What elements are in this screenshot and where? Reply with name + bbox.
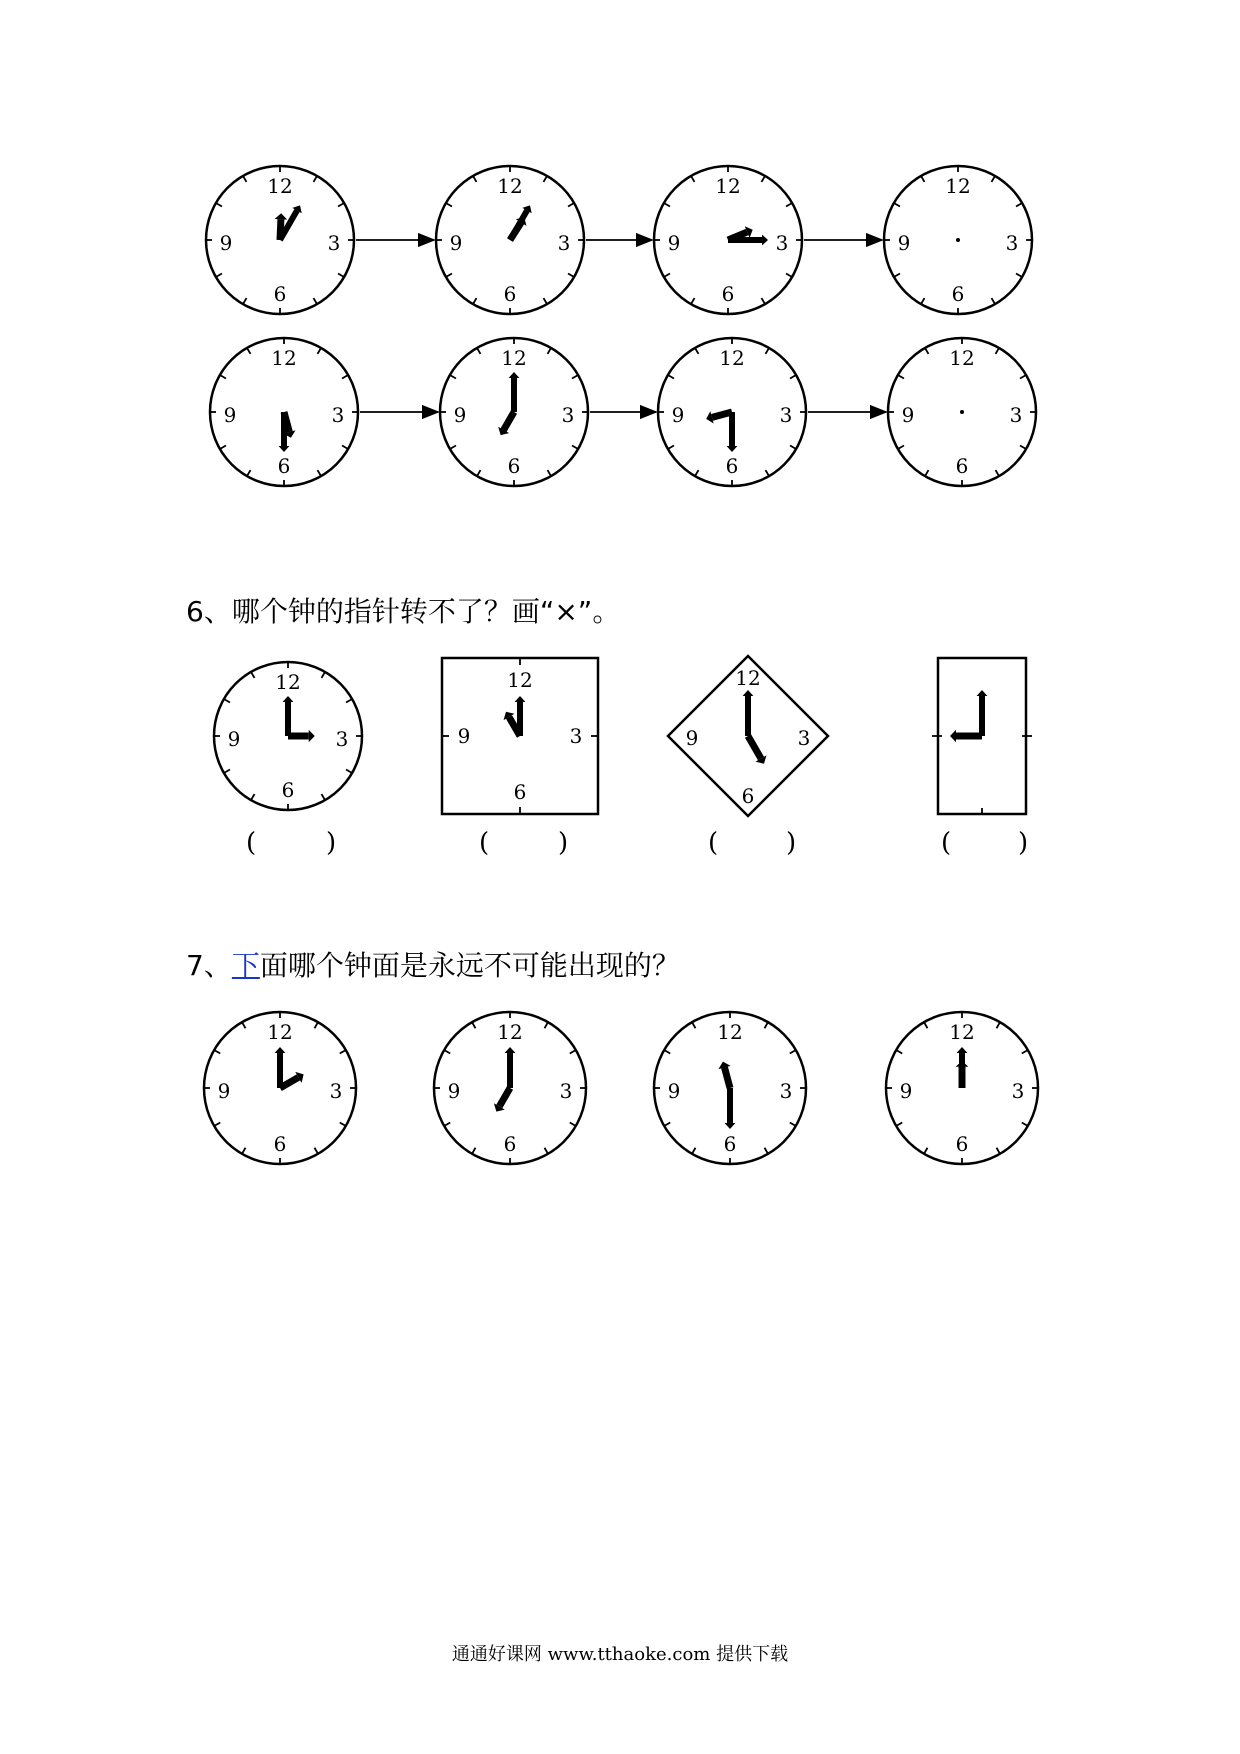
footer-credit: 通通好课网 www.tthaoke.com 提供下载 — [451, 1644, 789, 1665]
question-6-number: 6 — [186, 595, 204, 628]
tick-mark — [898, 446, 904, 450]
tick-mark — [242, 1148, 246, 1154]
numeral-n9: 9 — [219, 231, 233, 255]
tick-mark — [473, 298, 477, 304]
answer-paren-open-3: ( — [708, 828, 719, 858]
numeral-n12: 12 — [949, 1020, 975, 1044]
tick-mark — [1022, 1050, 1028, 1054]
tick-mark — [247, 348, 251, 354]
sequence-row-1-clock-1 — [206, 166, 354, 314]
tick-mark — [572, 375, 578, 379]
numeral-n6: 6 — [281, 778, 295, 802]
numeral-n12: 12 — [945, 174, 971, 198]
numeral-n3: 3 — [327, 231, 341, 255]
numeral-n9: 9 — [667, 231, 681, 255]
center-dot — [960, 410, 964, 414]
hour-hand — [499, 1088, 510, 1106]
answer-paren-open-2: ( — [479, 828, 490, 858]
tick-mark — [925, 348, 929, 354]
numeral-n3: 3 — [779, 403, 793, 427]
minute-hand-tip — [762, 235, 768, 246]
hour-hand — [748, 736, 761, 759]
tick-mark — [220, 446, 226, 450]
numeral-n6: 6 — [725, 454, 739, 478]
numeral-n9: 9 — [901, 403, 915, 427]
minute-hand-tip — [977, 690, 988, 696]
minute-hand-tip — [743, 690, 754, 696]
tick-mark — [444, 1050, 450, 1054]
numeral-n6: 6 — [723, 1132, 737, 1156]
numeral-n3: 3 — [1011, 1079, 1025, 1103]
tick-mark — [997, 1022, 1001, 1028]
numeral-n3: 3 — [561, 403, 575, 427]
minute-hand-tip — [727, 446, 738, 452]
tick-mark — [544, 298, 548, 304]
minute-hand-tip — [275, 1047, 286, 1053]
numeral-n12: 12 — [715, 174, 741, 198]
numeral-n9: 9 — [667, 1079, 681, 1103]
numeral-n9: 9 — [671, 403, 685, 427]
numeral-n6: 6 — [955, 454, 969, 478]
numeral-n3: 3 — [775, 231, 789, 255]
numeral-n6: 6 — [741, 784, 755, 808]
tick-mark — [765, 1022, 769, 1028]
tick-mark — [338, 274, 344, 278]
numeral-n12: 12 — [275, 670, 301, 694]
tick-mark — [664, 203, 670, 207]
tick-mark — [446, 203, 452, 207]
tick-mark — [450, 375, 456, 379]
tick-mark — [548, 348, 552, 354]
numeral-n6: 6 — [507, 454, 521, 478]
tick-mark — [315, 1148, 319, 1154]
tick-mark — [896, 1050, 902, 1054]
tick-mark — [340, 1050, 346, 1054]
hour-hand-tip — [950, 730, 956, 743]
answer-paren-close-1: ) — [326, 828, 337, 858]
numeral-n12: 12 — [719, 346, 745, 370]
sequence-row-2-clock-4 — [888, 338, 1036, 486]
numeral-n6: 6 — [273, 1132, 287, 1156]
answer-paren-close-4: ) — [1018, 828, 1029, 858]
tick-mark — [1020, 446, 1026, 450]
tick-mark — [545, 1148, 549, 1154]
impossible-clock-3 — [654, 1012, 806, 1164]
hour-hand-tip — [275, 213, 288, 219]
tick-mark — [214, 1050, 220, 1054]
numeral-n12: 12 — [267, 174, 293, 198]
tick-mark — [925, 470, 929, 476]
question-7-title — [186, 948, 680, 984]
tick-mark — [766, 470, 770, 476]
tick-mark — [1020, 375, 1026, 379]
numeral-n6: 6 — [513, 780, 527, 804]
answer-paren-close-2: ) — [558, 828, 569, 858]
tick-mark — [762, 298, 766, 304]
question-6-title — [186, 594, 620, 630]
tick-mark — [216, 274, 222, 278]
hour-hand — [510, 223, 521, 240]
numeral-n9: 9 — [217, 1079, 231, 1103]
numeral-n9: 9 — [685, 726, 699, 750]
numeral-n6: 6 — [503, 282, 517, 306]
impossible-clock-2 — [434, 1012, 586, 1164]
tick-mark — [691, 176, 695, 182]
tick-mark — [570, 1050, 576, 1054]
tick-mark — [695, 470, 699, 476]
tick-mark — [214, 1123, 220, 1127]
tick-mark — [664, 1123, 670, 1127]
numeral-n6: 6 — [955, 1132, 969, 1156]
question-7-number: 7 — [186, 949, 204, 982]
tick-mark — [568, 274, 574, 278]
minute-hand-tip — [505, 1047, 516, 1053]
tick-mark — [472, 1148, 476, 1154]
question-7-separator: 、 — [203, 949, 232, 982]
tick-mark — [243, 298, 247, 304]
numeral-n3: 3 — [559, 1079, 573, 1103]
numeral-n9: 9 — [457, 724, 471, 748]
tick-mark — [572, 446, 578, 450]
tick-mark — [477, 470, 481, 476]
tick-mark — [896, 1123, 902, 1127]
numeral-n3: 3 — [335, 727, 349, 751]
minute-hand-tip — [283, 696, 294, 702]
hour-hand — [712, 412, 732, 417]
numeral-n3: 3 — [329, 1079, 343, 1103]
tick-mark — [224, 699, 230, 703]
question-7-text: 面哪个钟面是永远不可能出现的？ — [259, 949, 680, 982]
tick-mark — [322, 672, 326, 678]
tick-mark — [473, 176, 477, 182]
stuck-clock-square — [442, 658, 598, 814]
tick-mark — [568, 203, 574, 207]
minute-hand-tip — [509, 372, 520, 378]
numeral-n6: 6 — [273, 282, 287, 306]
tick-mark — [342, 446, 348, 450]
tick-mark — [921, 298, 925, 304]
sequence-row-1-clock-3 — [654, 166, 802, 314]
tick-mark — [340, 1123, 346, 1127]
numeral-n12: 12 — [497, 1020, 523, 1044]
tick-mark — [216, 203, 222, 207]
question-6-separator: 、 — [203, 595, 232, 628]
tick-mark — [898, 375, 904, 379]
minute-hand-tip — [725, 1123, 736, 1129]
tick-mark — [242, 1022, 246, 1028]
tick-mark — [450, 446, 456, 450]
tick-mark — [220, 375, 226, 379]
tick-mark — [247, 470, 251, 476]
tick-mark — [924, 1022, 928, 1028]
numeral-n3: 3 — [331, 403, 345, 427]
numeral-n3: 3 — [1005, 231, 1019, 255]
numeral-n12: 12 — [271, 346, 297, 370]
tick-mark — [996, 348, 1000, 354]
stuck-clock-circle — [214, 662, 362, 810]
tick-mark — [921, 176, 925, 182]
sequence-row-1-clock-2 — [436, 166, 584, 314]
numeral-n3: 3 — [569, 724, 583, 748]
impossible-clock-1 — [204, 1012, 356, 1164]
tick-mark — [765, 1148, 769, 1154]
numeral-n6: 6 — [277, 454, 291, 478]
tick-mark — [790, 446, 796, 450]
hour-hand — [280, 219, 281, 240]
question-7-link[interactable]: 下 — [231, 949, 260, 982]
tick-mark — [318, 470, 322, 476]
tick-mark — [322, 794, 326, 800]
tick-mark — [314, 298, 318, 304]
minute-hand-tip — [515, 696, 526, 702]
tick-mark — [790, 1050, 796, 1054]
tick-mark — [786, 203, 792, 207]
numeral-n9: 9 — [453, 403, 467, 427]
tick-mark — [314, 176, 318, 182]
tick-mark — [762, 176, 766, 182]
tick-mark — [766, 348, 770, 354]
stuck-clock-rectangle — [932, 658, 1032, 814]
numeral-n3: 3 — [1009, 403, 1023, 427]
tick-mark — [251, 672, 255, 678]
tick-mark — [544, 176, 548, 182]
tick-mark — [692, 1148, 696, 1154]
tick-mark — [545, 1022, 549, 1028]
numeral-n9: 9 — [897, 231, 911, 255]
sequence-row-2-clock-1 — [210, 338, 358, 486]
tick-mark — [992, 298, 996, 304]
numeral-n12: 12 — [735, 666, 761, 690]
numeral-n12: 12 — [267, 1020, 293, 1044]
impossible-clock-4 — [886, 1012, 1038, 1164]
tick-mark — [894, 274, 900, 278]
numeral-n6: 6 — [503, 1132, 517, 1156]
tick-mark — [894, 203, 900, 207]
tick-mark — [446, 274, 452, 278]
numeral-n9: 9 — [447, 1079, 461, 1103]
sequence-row-1-clock-4 — [884, 166, 1032, 314]
tick-mark — [346, 770, 352, 774]
tick-mark — [477, 348, 481, 354]
tick-mark — [786, 274, 792, 278]
tick-mark — [346, 699, 352, 703]
tick-mark — [924, 1148, 928, 1154]
tick-mark — [243, 176, 247, 182]
stuck-clock-diamond — [668, 656, 828, 816]
tick-mark — [668, 446, 674, 450]
numeral-n12: 12 — [497, 174, 523, 198]
hour-hand-tip — [309, 730, 315, 743]
answer-paren-open-4: ( — [941, 828, 952, 858]
minute-hand-tip — [957, 1047, 968, 1053]
hour-hand — [724, 1067, 730, 1088]
tick-mark — [692, 1022, 696, 1028]
numeral-n9: 9 — [449, 231, 463, 255]
tick-mark — [992, 176, 996, 182]
center-dot — [956, 238, 960, 242]
hour-hand — [504, 412, 514, 430]
tick-mark — [997, 1148, 1001, 1154]
numeral-n12: 12 — [949, 346, 975, 370]
tick-mark — [996, 470, 1000, 476]
numeral-n6: 6 — [721, 282, 735, 306]
tick-mark — [1022, 1123, 1028, 1127]
tick-mark — [790, 1123, 796, 1127]
numeral-n3: 3 — [797, 726, 811, 750]
tick-mark — [695, 348, 699, 354]
numeral-n9: 9 — [899, 1079, 913, 1103]
answer-paren-close-3: ) — [786, 828, 797, 858]
tick-mark — [664, 274, 670, 278]
tick-mark — [790, 375, 796, 379]
tick-mark — [1016, 203, 1022, 207]
sequence-row-2-clock-2 — [440, 338, 588, 486]
tick-mark — [570, 1123, 576, 1127]
tick-mark — [342, 375, 348, 379]
numeral-n9: 9 — [223, 403, 237, 427]
tick-mark — [338, 203, 344, 207]
question-6-text: 哪个钟的指针转不了？画“×”。 — [231, 595, 621, 628]
numeral-n9: 9 — [227, 727, 241, 751]
tick-mark — [224, 770, 230, 774]
tick-mark — [251, 794, 255, 800]
answer-paren-open-1: ( — [246, 828, 257, 858]
numeral-n3: 3 — [557, 231, 571, 255]
tick-mark — [1016, 274, 1022, 278]
tick-mark — [691, 298, 695, 304]
hour-hand-tip — [956, 1061, 969, 1067]
tick-mark — [318, 348, 322, 354]
tick-mark — [444, 1123, 450, 1127]
numeral-n12: 12 — [507, 668, 533, 692]
numeral-n12: 12 — [717, 1020, 743, 1044]
numeral-n12: 12 — [501, 346, 527, 370]
tick-mark — [315, 1022, 319, 1028]
tick-mark — [548, 470, 552, 476]
minute-hand-tip — [279, 446, 290, 452]
tick-mark — [472, 1022, 476, 1028]
tick-mark — [668, 375, 674, 379]
sequence-row-2-clock-3 — [658, 338, 806, 486]
tick-mark — [664, 1050, 670, 1054]
numeral-n3: 3 — [779, 1079, 793, 1103]
numeral-n6: 6 — [951, 282, 965, 306]
